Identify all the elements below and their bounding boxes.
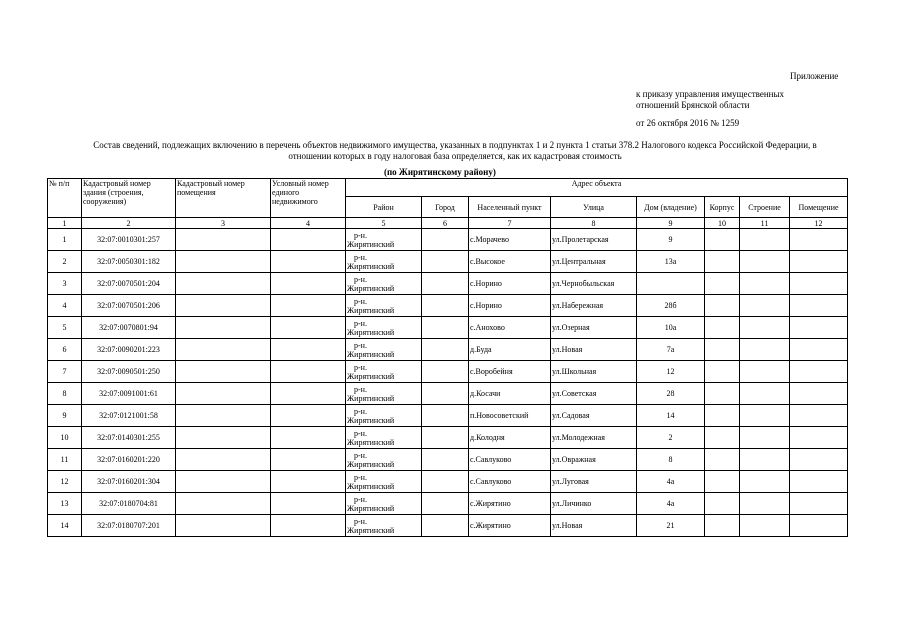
house-cell: 28б xyxy=(637,295,705,317)
korpus-cell xyxy=(705,383,740,405)
korpus-cell xyxy=(705,515,740,537)
room-cadastral-number xyxy=(176,383,271,405)
appendix-order-line-1: к приказу управления имущественных xyxy=(636,89,785,99)
building-cadastral-number: 32:07:0091001:61 xyxy=(82,383,176,405)
city-cell xyxy=(422,471,469,493)
conditional-number xyxy=(271,229,346,251)
building-cadastral-number: 32:07:0050301:182 xyxy=(82,251,176,273)
korpus-cell xyxy=(705,405,740,427)
table-row xyxy=(48,427,848,449)
conditional-number xyxy=(271,251,346,273)
raion-prefix: р-н. xyxy=(354,516,367,526)
raion-cell xyxy=(346,295,422,317)
header-city: Город xyxy=(422,197,469,218)
building-cadastral-number: 32:07:0160201:220 xyxy=(82,449,176,471)
stroenie-cell xyxy=(740,273,790,295)
appendix-title: Приложение xyxy=(790,71,839,81)
col-number: 10 xyxy=(705,218,740,229)
raion-prefix: р-н. xyxy=(354,450,367,460)
row-number: 8 xyxy=(48,383,82,405)
city-cell xyxy=(422,449,469,471)
building-cadastral-number: 32:07:0070801:94 xyxy=(82,317,176,339)
table-row xyxy=(48,229,848,251)
table-row xyxy=(48,273,848,295)
locality-cell: с.Жирятино xyxy=(469,515,551,537)
conditional-number xyxy=(271,317,346,339)
stroenie-cell xyxy=(740,339,790,361)
row-number: 5 xyxy=(48,317,82,339)
col-number: 9 xyxy=(637,218,705,229)
pomeshchenie-cell xyxy=(790,295,848,317)
stroenie-cell xyxy=(740,449,790,471)
room-cadastral-number xyxy=(176,295,271,317)
korpus-cell xyxy=(705,295,740,317)
room-cadastral-number xyxy=(176,251,271,273)
table-row xyxy=(48,251,848,273)
table-row xyxy=(48,405,848,427)
raion-cell xyxy=(346,251,422,273)
row-number: 7 xyxy=(48,361,82,383)
header-num: № п/п xyxy=(48,179,82,218)
conditional-number xyxy=(271,493,346,515)
house-cell: 13а xyxy=(637,251,705,273)
raion-cell xyxy=(346,449,422,471)
locality-cell: с.Анохово xyxy=(469,317,551,339)
table-row xyxy=(48,493,848,515)
conditional-number xyxy=(271,273,346,295)
header-pomeshchenie: Помещение xyxy=(790,197,848,218)
korpus-cell xyxy=(705,361,740,383)
locality-cell: д.Колодня xyxy=(469,427,551,449)
stroenie-cell xyxy=(740,361,790,383)
city-cell xyxy=(422,405,469,427)
conditional-number xyxy=(271,361,346,383)
building-cadastral-number: 32:07:0010301:257 xyxy=(82,229,176,251)
locality-cell: с.Савлуково xyxy=(469,449,551,471)
raion-name: Жирятинский xyxy=(347,261,395,271)
table-row xyxy=(48,295,848,317)
raion-name: Жирятинский xyxy=(347,239,395,249)
locality-cell: с.Жирятино xyxy=(469,493,551,515)
pomeshchenie-cell xyxy=(790,449,848,471)
raion-cell xyxy=(346,427,422,449)
raion-prefix: р-н. xyxy=(354,472,367,482)
building-cadastral-number: 32:07:0070501:206 xyxy=(82,295,176,317)
pomeshchenie-cell xyxy=(790,427,848,449)
city-cell xyxy=(422,295,469,317)
stroenie-cell xyxy=(740,251,790,273)
house-cell: 8 xyxy=(637,449,705,471)
street-cell: ул.Озерная xyxy=(551,317,637,339)
header-stroenie: Строение xyxy=(740,197,790,218)
raion-name: Жирятинский xyxy=(347,503,395,513)
room-cadastral-number xyxy=(176,471,271,493)
col-number: 8 xyxy=(551,218,637,229)
header-address: Адрес объекта xyxy=(346,179,848,197)
row-number: 12 xyxy=(48,471,82,493)
raion-prefix: р-н. xyxy=(354,406,367,416)
header-conditional-number: Условный номер единого недвижимого xyxy=(271,179,346,218)
building-cadastral-number: 32:07:0160201:304 xyxy=(82,471,176,493)
col-number: 4 xyxy=(271,218,346,229)
korpus-cell xyxy=(705,229,740,251)
raion-cell xyxy=(346,515,422,537)
appendix-order-date: от 26 октября 2016 № 1259 xyxy=(636,118,740,128)
raion-name: Жирятинский xyxy=(347,415,395,425)
city-cell xyxy=(422,361,469,383)
house-cell: 2 xyxy=(637,427,705,449)
house-cell: 7а xyxy=(637,339,705,361)
conditional-number xyxy=(271,471,346,493)
raion-prefix: р-н. xyxy=(354,274,367,284)
col-number: 7 xyxy=(469,218,551,229)
raion-name: Жирятинский xyxy=(347,283,395,293)
building-cadastral-number: 32:07:0121001:58 xyxy=(82,405,176,427)
stroenie-cell xyxy=(740,317,790,339)
house-cell: 28 xyxy=(637,383,705,405)
col-number: 11 xyxy=(740,218,790,229)
header-locality: Населенный пункт xyxy=(469,197,551,218)
street-cell: ул.Чернобыльская xyxy=(551,273,637,295)
city-cell xyxy=(422,251,469,273)
raion-name: Жирятинский xyxy=(347,393,395,403)
pomeshchenie-cell xyxy=(790,273,848,295)
city-cell xyxy=(422,427,469,449)
pomeshchenie-cell xyxy=(790,251,848,273)
street-cell: ул.Центральная xyxy=(551,251,637,273)
building-cadastral-number: 32:07:0140301:255 xyxy=(82,427,176,449)
room-cadastral-number xyxy=(176,427,271,449)
street-cell: ул.Советская xyxy=(551,383,637,405)
raion-name: Жирятинский xyxy=(347,481,395,491)
conditional-number xyxy=(271,405,346,427)
city-cell xyxy=(422,515,469,537)
raion-prefix: р-н. xyxy=(354,230,367,240)
conditional-number xyxy=(271,295,346,317)
header-house: Дом (владение) xyxy=(637,197,705,218)
locality-cell: с.Высокое xyxy=(469,251,551,273)
document-intro: Состав сведений, подлежащих включению в перечень объектов недвижимого имущества, указанных в подпунктах 1 и 2 пункта 1 статьи 378.2 Налогового кодекса Российской Федерации, в отношении которых в году налоговая база определяется, как их кадастровая стоимость xyxy=(93,140,817,161)
pomeshchenie-cell xyxy=(790,493,848,515)
header-room-cadastral: Кадастровый номер помещения xyxy=(176,179,271,218)
table-row xyxy=(48,339,848,361)
house-cell: 10а xyxy=(637,317,705,339)
stroenie-cell xyxy=(740,229,790,251)
city-cell xyxy=(422,339,469,361)
raion-cell xyxy=(346,273,422,295)
locality-cell: с.Савлуково xyxy=(469,471,551,493)
row-number: 11 xyxy=(48,449,82,471)
raion-prefix: р-н. xyxy=(354,428,367,438)
street-cell: ул.Новая xyxy=(551,515,637,537)
raion-name: Жирятинский xyxy=(347,305,395,315)
conditional-number xyxy=(271,339,346,361)
stroenie-cell xyxy=(740,471,790,493)
house-cell: 9 xyxy=(637,229,705,251)
city-cell xyxy=(422,317,469,339)
pomeshchenie-cell xyxy=(790,339,848,361)
table-row xyxy=(48,383,848,405)
raion-cell xyxy=(346,471,422,493)
raion-cell xyxy=(346,317,422,339)
room-cadastral-number xyxy=(176,229,271,251)
col-number: 2 xyxy=(82,218,176,229)
korpus-cell xyxy=(705,251,740,273)
city-cell xyxy=(422,229,469,251)
locality-cell: с.Морачево xyxy=(469,229,551,251)
building-cadastral-number: 32:07:0090201:223 xyxy=(82,339,176,361)
stroenie-cell xyxy=(740,427,790,449)
raion-cell xyxy=(346,383,422,405)
stroenie-cell xyxy=(740,515,790,537)
house-cell: 12 xyxy=(637,361,705,383)
column-numbers-row xyxy=(48,218,848,229)
raion-cell xyxy=(346,405,422,427)
stroenie-cell xyxy=(740,383,790,405)
row-number: 1 xyxy=(48,229,82,251)
pomeshchenie-cell xyxy=(790,471,848,493)
row-number: 9 xyxy=(48,405,82,427)
col-number: 12 xyxy=(790,218,848,229)
room-cadastral-number xyxy=(176,339,271,361)
locality-cell: д.Косачи xyxy=(469,383,551,405)
building-cadastral-number: 32:07:0090501:250 xyxy=(82,361,176,383)
pomeshchenie-cell xyxy=(790,229,848,251)
raion-prefix: р-н. xyxy=(354,384,367,394)
building-cadastral-number: 32:07:0180704:81 xyxy=(82,493,176,515)
raion-prefix: р-н. xyxy=(354,252,367,262)
house-cell: 4а xyxy=(637,493,705,515)
house-cell: 14 xyxy=(637,405,705,427)
stroenie-cell xyxy=(740,295,790,317)
pomeshchenie-cell xyxy=(790,317,848,339)
conditional-number xyxy=(271,427,346,449)
street-cell: ул.Луговая xyxy=(551,471,637,493)
room-cadastral-number xyxy=(176,493,271,515)
raion-name: Жирятинский xyxy=(347,371,395,381)
header-street: Улица xyxy=(551,197,637,218)
raion-prefix: р-н. xyxy=(354,494,367,504)
house-cell: 21 xyxy=(637,515,705,537)
street-cell: ул.Личинко xyxy=(551,493,637,515)
room-cadastral-number xyxy=(176,273,271,295)
col-number: 1 xyxy=(48,218,82,229)
pomeshchenie-cell xyxy=(790,383,848,405)
city-cell xyxy=(422,493,469,515)
house-cell xyxy=(637,273,705,295)
raion-prefix: р-н. xyxy=(354,340,367,350)
locality-cell: с.Норино xyxy=(469,295,551,317)
raion-prefix: р-н. xyxy=(354,318,367,328)
room-cadastral-number xyxy=(176,317,271,339)
room-cadastral-number xyxy=(176,405,271,427)
table-row xyxy=(48,317,848,339)
raion-name: Жирятинский xyxy=(347,327,395,337)
pomeshchenie-cell xyxy=(790,361,848,383)
raion-name: Жирятинский xyxy=(347,459,395,469)
building-cadastral-number: 32:07:0180707:201 xyxy=(82,515,176,537)
street-cell: ул.Школьная xyxy=(551,361,637,383)
raion-name: Жирятинский xyxy=(347,525,395,535)
city-cell xyxy=(422,273,469,295)
row-number: 10 xyxy=(48,427,82,449)
conditional-number xyxy=(271,449,346,471)
locality-cell: п.Новосоветский xyxy=(469,405,551,427)
raion-prefix: р-н. xyxy=(354,362,367,372)
street-cell: ул.Овражная xyxy=(551,449,637,471)
conditional-number xyxy=(271,383,346,405)
house-cell: 4а xyxy=(637,471,705,493)
room-cadastral-number xyxy=(176,449,271,471)
korpus-cell xyxy=(705,449,740,471)
korpus-cell xyxy=(705,317,740,339)
raion-prefix: р-н. xyxy=(354,296,367,306)
appendix-order-line-2: отношений Брянской области xyxy=(636,100,750,110)
room-cadastral-number xyxy=(176,361,271,383)
header-korpus: Корпус xyxy=(705,197,740,218)
locality-cell: с.Норино xyxy=(469,273,551,295)
raion-cell xyxy=(346,361,422,383)
conditional-number xyxy=(271,515,346,537)
city-cell xyxy=(422,383,469,405)
property-table xyxy=(47,178,848,537)
row-number: 2 xyxy=(48,251,82,273)
raion-cell xyxy=(346,229,422,251)
col-number: 5 xyxy=(346,218,422,229)
pomeshchenie-cell xyxy=(790,405,848,427)
table-row xyxy=(48,471,848,493)
korpus-cell xyxy=(705,471,740,493)
street-cell: ул.Садовая xyxy=(551,405,637,427)
building-cadastral-number: 32:07:0070501:204 xyxy=(82,273,176,295)
col-number: 3 xyxy=(176,218,271,229)
korpus-cell xyxy=(705,427,740,449)
stroenie-cell xyxy=(740,405,790,427)
table-row xyxy=(48,449,848,471)
korpus-cell xyxy=(705,273,740,295)
row-number: 13 xyxy=(48,493,82,515)
locality-cell: с.Воробейня xyxy=(469,361,551,383)
raion-name: Жирятинский xyxy=(347,437,395,447)
street-cell: ул.Молодежная xyxy=(551,427,637,449)
row-number: 14 xyxy=(48,515,82,537)
document-subtitle: (по Жирятинскому району) xyxy=(384,167,496,177)
raion-cell xyxy=(346,339,422,361)
raion-name: Жирятинский xyxy=(347,349,395,359)
row-number: 3 xyxy=(48,273,82,295)
street-cell: ул.Пролетарская xyxy=(551,229,637,251)
col-number: 6 xyxy=(422,218,469,229)
table-row xyxy=(48,361,848,383)
raion-cell xyxy=(346,493,422,515)
korpus-cell xyxy=(705,493,740,515)
row-number: 6 xyxy=(48,339,82,361)
room-cadastral-number xyxy=(176,515,271,537)
header-raion: Район xyxy=(346,197,422,218)
street-cell: ул.Набережная xyxy=(551,295,637,317)
pomeshchenie-cell xyxy=(790,515,848,537)
row-number: 4 xyxy=(48,295,82,317)
table-row xyxy=(48,515,848,537)
street-cell: ул.Новая xyxy=(551,339,637,361)
stroenie-cell xyxy=(740,493,790,515)
header-building-cadastral: Кадастровый номер здания (строения, сооружения) xyxy=(82,179,176,218)
korpus-cell xyxy=(705,339,740,361)
locality-cell: д.Буда xyxy=(469,339,551,361)
